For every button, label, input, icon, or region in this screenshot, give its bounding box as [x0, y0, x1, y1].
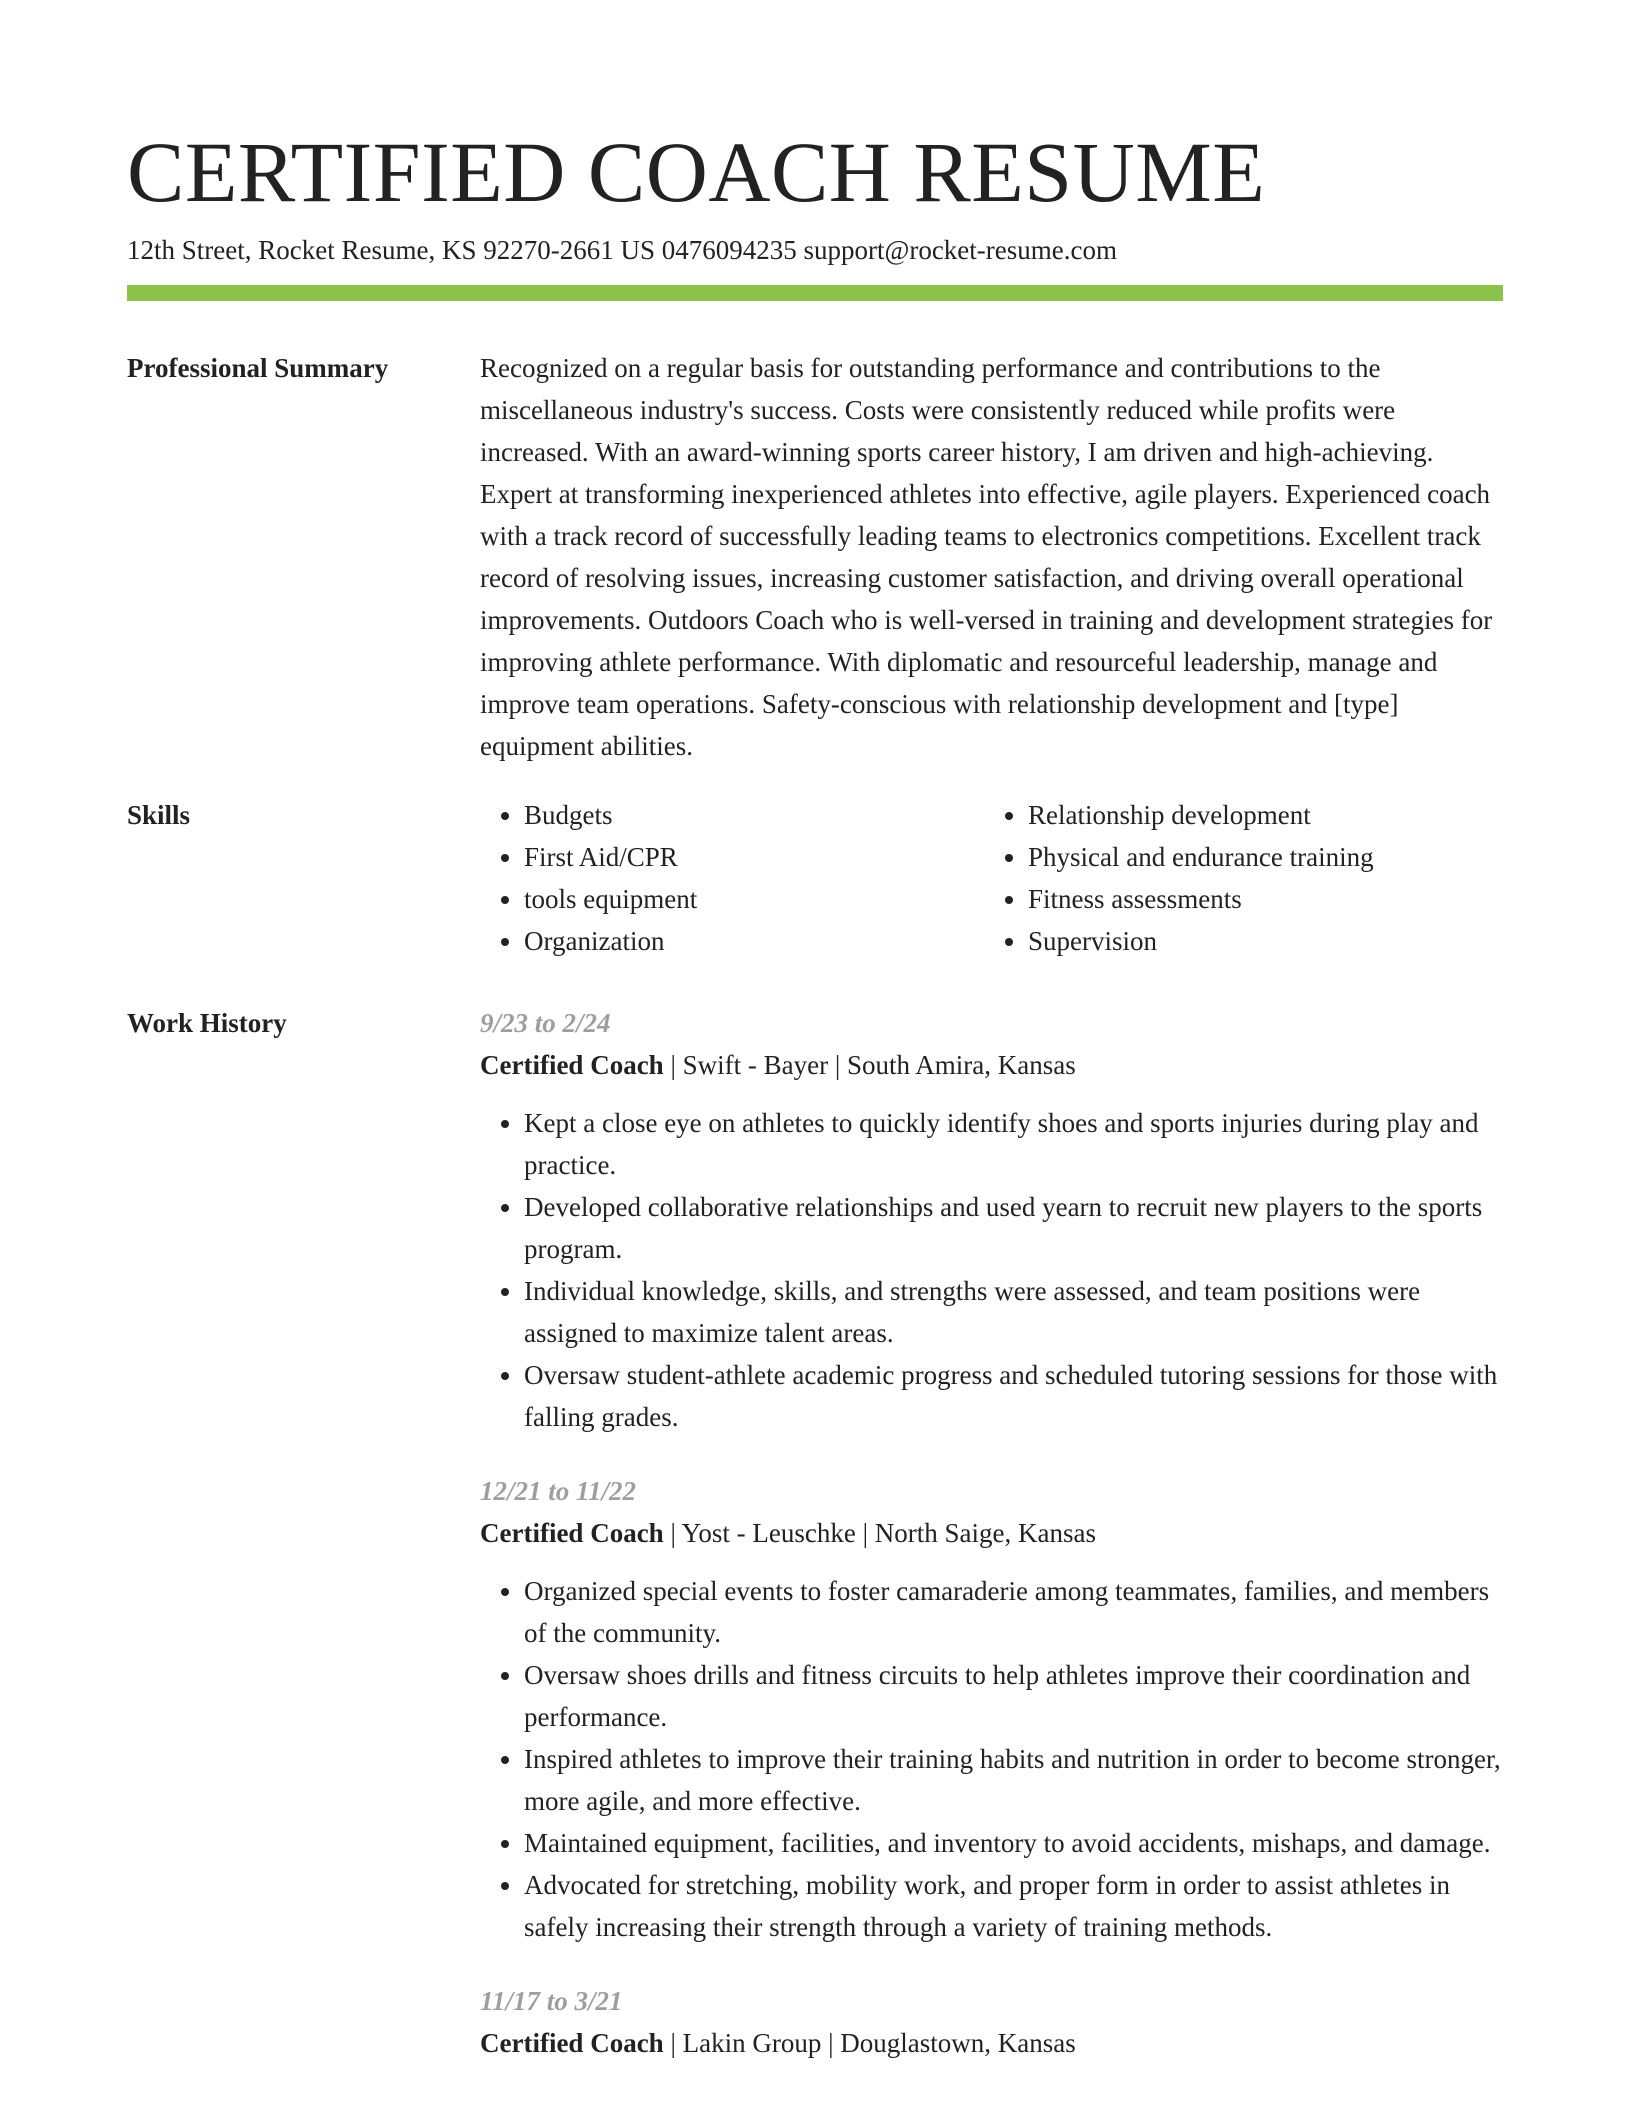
- summary-body: [480, 347, 1503, 767]
- job-title: Certified Coach: [480, 2028, 664, 2058]
- job-entry: [480, 1470, 1503, 1948]
- contact-phone: 0476094235: [661, 235, 797, 265]
- job-location: | South Amira, Kansas: [828, 1050, 1076, 1080]
- job-location: | North Saige, Kansas: [856, 1518, 1096, 1548]
- skill-item: • tools equipment: [524, 878, 984, 920]
- job-dates: 11/17 to 3/21: [480, 1986, 623, 2016]
- header-divider: [127, 285, 1503, 301]
- job-dates: 12/21 to 11/22: [480, 1476, 637, 1506]
- job-entry: [480, 1980, 1503, 2064]
- job-dates: 9/23 to 2/24: [480, 1008, 611, 1038]
- job-heading: [480, 1044, 1503, 1086]
- resume-title: CERTIFIED COACH RESUME: [127, 124, 1266, 220]
- job-company: | Yost - Leuschke: [664, 1518, 856, 1548]
- job-bullet: • Individual knowledge, skills, and strengths were assessed, and team positions were assigned to maximize talent areas.: [524, 1270, 1503, 1354]
- contact-line: [127, 232, 1117, 268]
- contact-address: 12th Street, Rocket Resume, KS 92270-2661 US: [127, 235, 655, 265]
- job-bullet: • Oversaw student-athlete academic progress and scheduled tutoring sessions for those with falling grades.: [524, 1354, 1503, 1438]
- job-bullet: • Inspired athletes to improve their training habits and nutrition in order to become stronger, more agile, and more effective.: [524, 1738, 1503, 1822]
- skill-item: • First Aid/CPR: [524, 836, 984, 878]
- work-history-heading: Work History: [127, 1008, 287, 1038]
- job-heading: [480, 2022, 1503, 2064]
- job-bullets: [480, 1570, 1503, 1948]
- contact-email: support@rocket-resume.com: [803, 235, 1117, 265]
- skill-item: • Organization: [524, 920, 984, 962]
- job-bullet: • Developed collaborative relationships and used yearn to recruit new players to the sports program.: [524, 1186, 1503, 1270]
- job-bullets: [480, 1102, 1503, 1438]
- summary-text: Recognized on a regular basis for outstanding performance and contributions to the miscellaneous industry's success. Costs were consistently reduced while profits were increased. With an award-winning sports career history, I am driven and high-achieving. Expert at transforming inexperienced athletes into effective, agile players. Experienced coach with a track record of successfully leading teams to electronics competitions. Excellent track record of resolving issues, increasing customer satisfaction, and driving overall operational improvements. Outdoors Coach who is well-versed in training and development strategies for improving athlete performance. With diplomatic and resourceful leadership, manage and improve team operations. Safety-conscious with relationship development and [type] equipment abilities.: [480, 353, 1493, 761]
- work-history-body: [480, 1002, 1503, 2096]
- skills-body: [480, 794, 1503, 962]
- job-bullet: • Oversaw shoes drills and fitness circuits to help athletes improve their coordination and performance.: [524, 1654, 1503, 1738]
- summary-heading: Professional Summary: [127, 353, 389, 383]
- job-bullet: • Advocated for stretching, mobility work, and proper form in order to assist athletes in safely increasing their strength through a variety of training methods.: [524, 1864, 1503, 1948]
- job-title: Certified Coach: [480, 1050, 664, 1080]
- job-company: | Swift - Bayer: [664, 1050, 828, 1080]
- job-title: Certified Coach: [480, 1518, 664, 1548]
- job-location: | Douglastown, Kansas: [821, 2028, 1075, 2058]
- skill-item: • Relationship development: [1028, 794, 1488, 836]
- skills-heading: Skills: [127, 800, 191, 830]
- job-bullet: • Maintained equipment, facilities, and inventory to avoid accidents, mishaps, and damage.: [524, 1822, 1503, 1864]
- skill-item: • Supervision: [1028, 920, 1488, 962]
- job-bullet: • Organized special events to foster camaraderie among teammates, families, and members of the community.: [524, 1570, 1503, 1654]
- skill-item: • Budgets: [524, 794, 984, 836]
- skills-list-left: [480, 794, 984, 962]
- skills-list-right: [984, 794, 1488, 962]
- job-entry: [480, 1002, 1503, 1438]
- job-bullet: • Kept a close eye on athletes to quickly identify shoes and sports injuries during play and practice.: [524, 1102, 1503, 1186]
- skill-item: • Fitness assessments: [1028, 878, 1488, 920]
- skill-item: • Physical and endurance training: [1028, 836, 1488, 878]
- job-company: | Lakin Group: [664, 2028, 822, 2058]
- job-heading: [480, 1512, 1503, 1554]
